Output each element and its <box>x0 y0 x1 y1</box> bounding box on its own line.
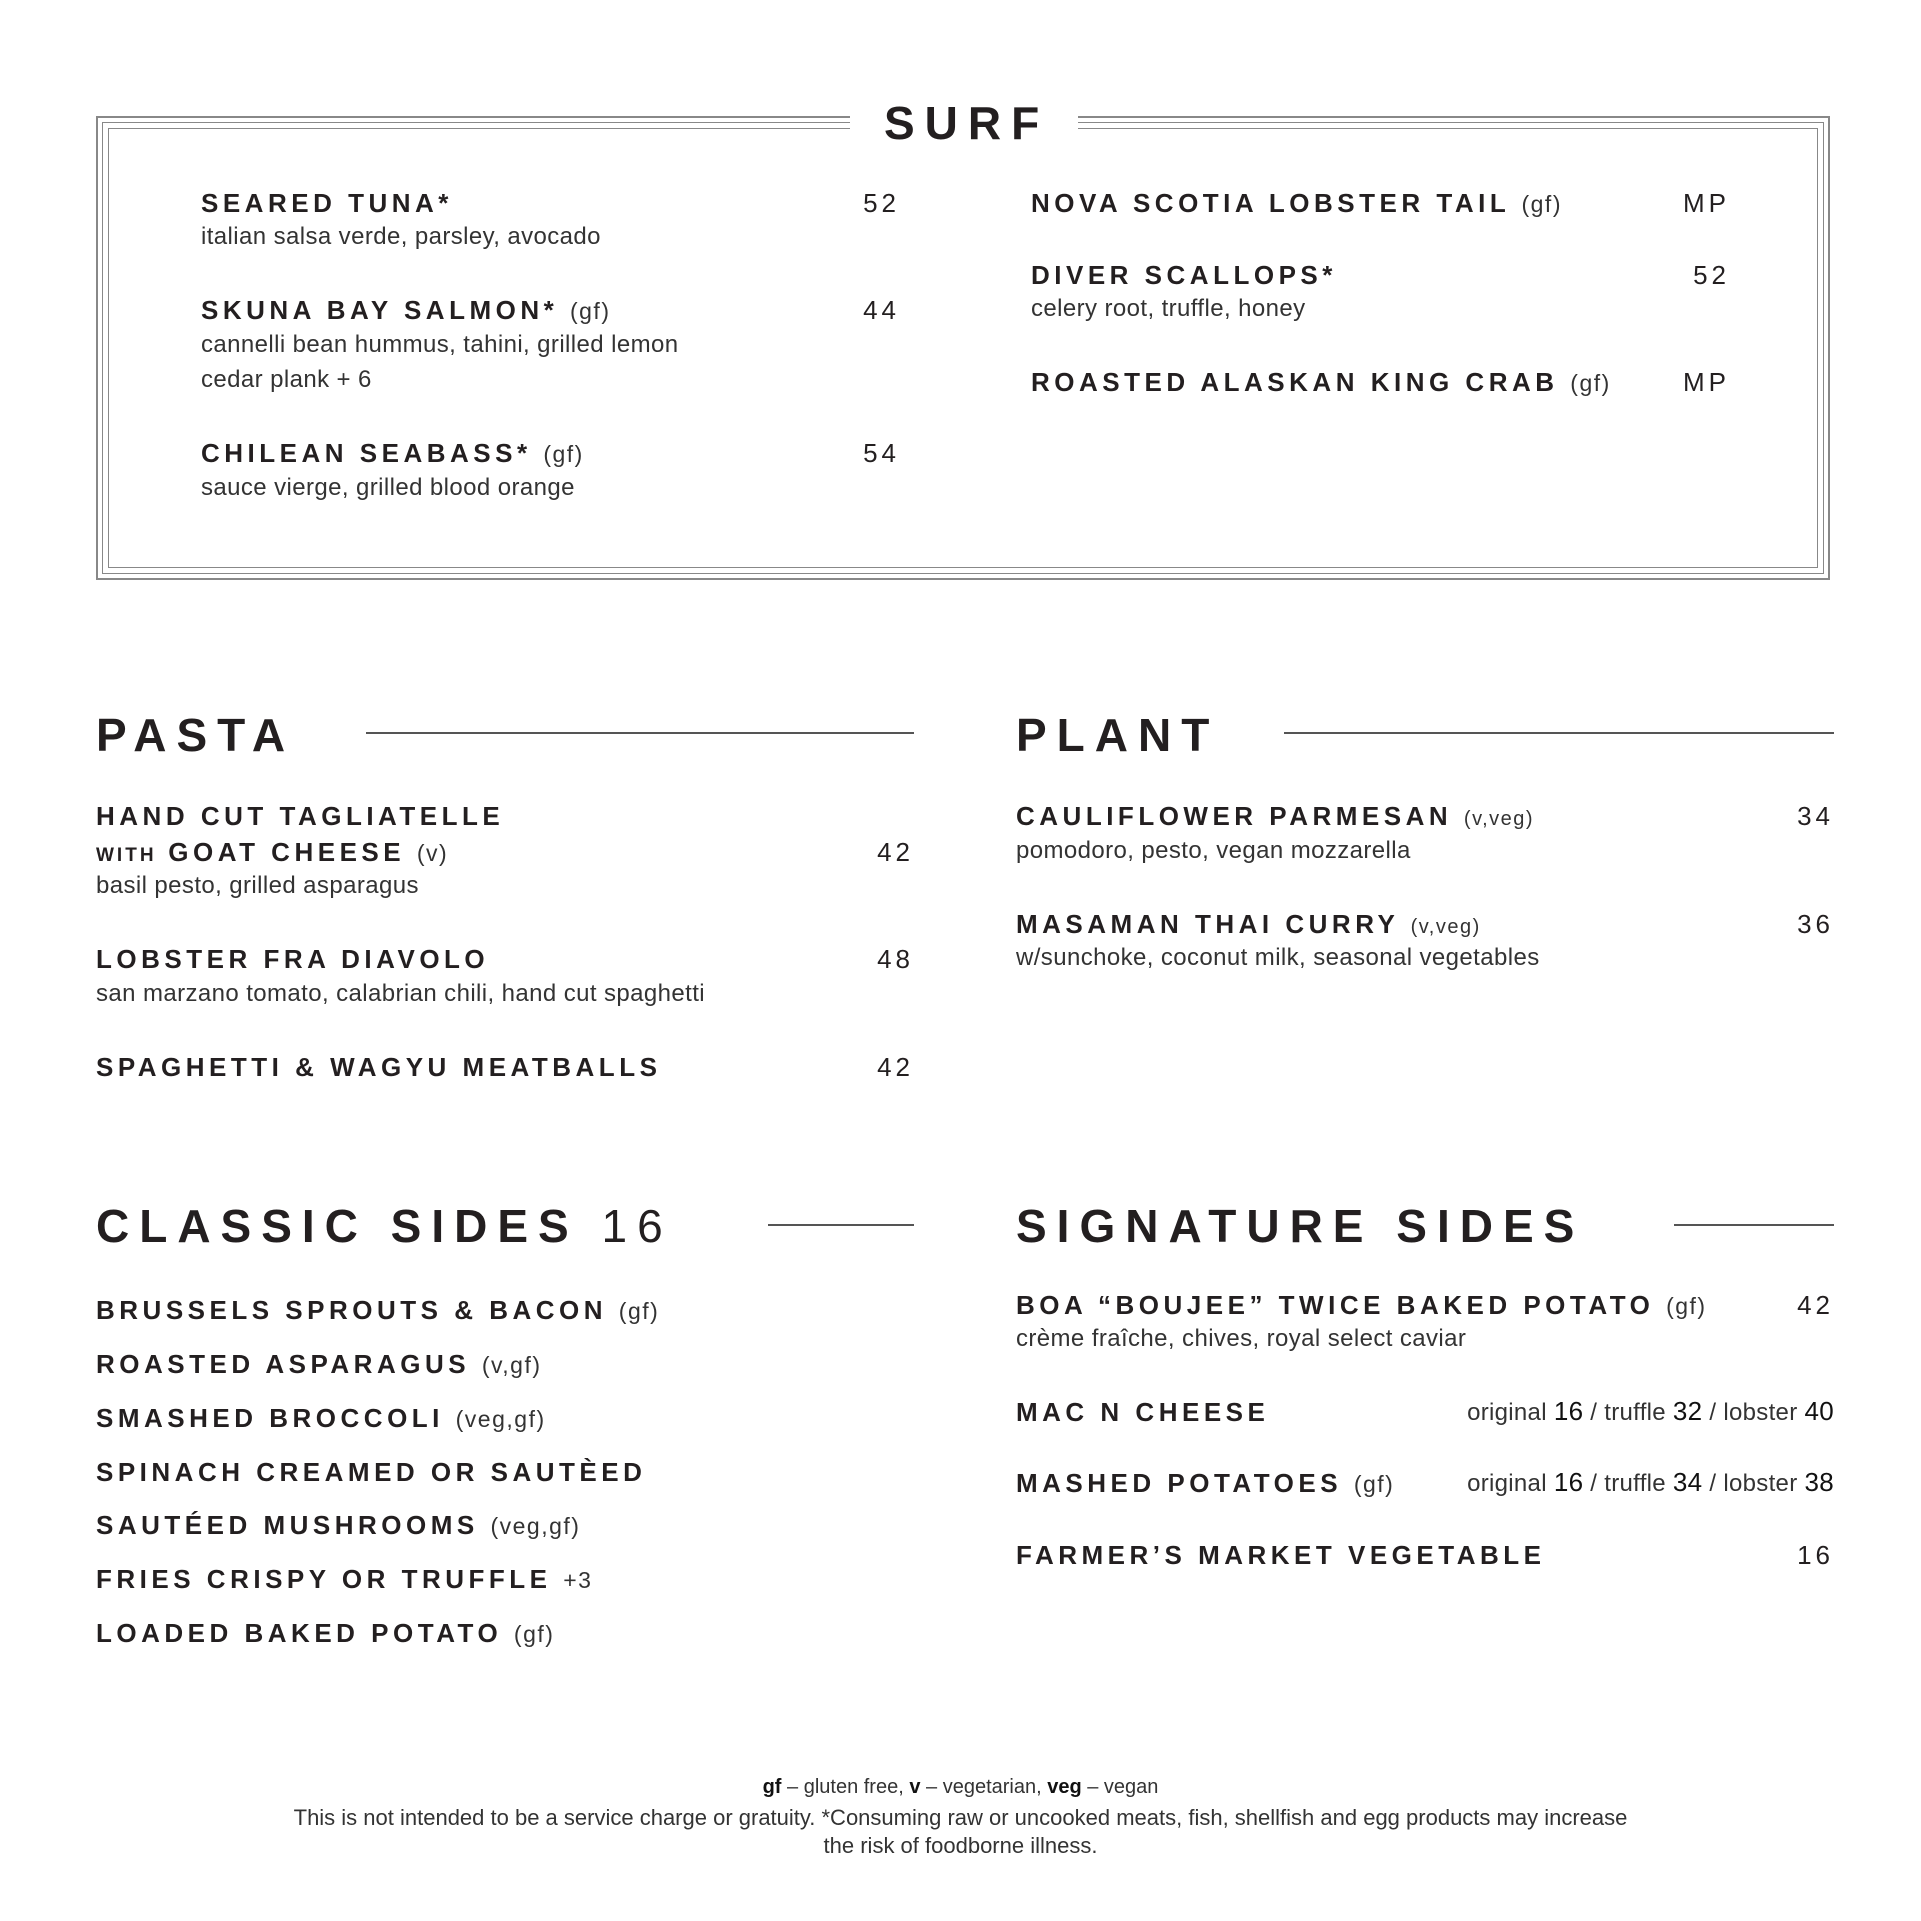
menu-item-name: LOBSTER FRA DIAVOLO <box>96 944 490 974</box>
pasta-title-rule <box>366 732 914 734</box>
menu-item-note: (gf) <box>1570 370 1611 396</box>
menu-item-note: (v,veg) <box>1463 808 1535 830</box>
menu-item-price: 52 <box>863 188 900 218</box>
surf-title: SURF <box>884 97 1050 149</box>
menu-item-note: (gf) <box>569 298 611 324</box>
pasta-title: PASTA <box>96 709 296 761</box>
menu-item-description: san marzano tomato, calabrian chili, hand cut spaghetti <box>96 980 706 1007</box>
menu-item-price: 42 <box>1797 1290 1834 1320</box>
classic-sides-rule <box>768 1224 914 1226</box>
menu-item-options: original 16 / truffle 34 / lobster 38 <box>1467 1467 1834 1497</box>
menu-item-name: SEARED TUNA* <box>201 188 453 218</box>
menu-item-name: DIVER SCALLOPS* <box>1031 260 1337 290</box>
menu-item-description: crème fraîche, chives, royal select caviar <box>1016 1325 1467 1352</box>
menu-item-price: 52 <box>1693 260 1730 290</box>
menu-item-description: sauce vierge, grilled blood orange <box>201 474 575 501</box>
side-item: FRIES CRISPY OR TRUFFLE +3 <box>96 1564 593 1594</box>
menu-item-name: MASHED POTATOES (gf) <box>1016 1468 1395 1498</box>
menu-item-note: (gf) <box>1353 1471 1395 1497</box>
menu-item-price: MP <box>1683 367 1730 397</box>
side-item: SAUTÉED MUSHROOMS (veg,gf) <box>96 1510 581 1540</box>
menu-item-price: 16 <box>1797 1540 1834 1570</box>
menu-item-price: 54 <box>863 438 900 468</box>
classic-sides-price: 16 <box>601 1200 673 1252</box>
side-item: BRUSSELS SPROUTS & BACON (gf) <box>96 1295 660 1325</box>
side-item: SPINACH CREAMED OR SAUTÈED <box>96 1457 647 1487</box>
menu-item-price: 42 <box>877 837 914 867</box>
menu-item-description: italian salsa verde, parsley, avocado <box>201 223 601 250</box>
menu-item-price: 36 <box>1797 909 1834 939</box>
signature-sides-title: SIGNATURE SIDES <box>1016 1200 1585 1252</box>
menu-item-name-line2: WITH GOAT CHEESE (v) <box>96 837 449 867</box>
classic-sides-title: CLASSIC SIDES 16 <box>96 1200 673 1252</box>
menu-item-price: 44 <box>863 295 900 325</box>
menu-item-note: (gf) <box>1521 191 1562 217</box>
menu-item-description: cannelli bean hummus, tahini, grilled lemon <box>201 331 679 358</box>
menu-item-options: original 16 / truffle 32 / lobster 40 <box>1467 1396 1834 1426</box>
menu-item-note: (gf) <box>1666 1293 1707 1319</box>
menu-item-name: NOVA SCOTIA LOBSTER TAIL (gf) <box>1031 188 1562 218</box>
menu-item-description: celery root, truffle, honey <box>1031 295 1306 322</box>
menu-item-name: CAULIFLOWER PARMESAN (v,veg) <box>1016 801 1535 831</box>
menu-item-addon: cedar plank + 6 <box>201 366 372 393</box>
menu-item-price: 34 <box>1797 801 1834 831</box>
menu-item-name: SPAGHETTI & WAGYU MEATBALLS <box>96 1052 662 1082</box>
menu-item-description: pomodoro, pesto, vegan mozzarella <box>1016 837 1411 864</box>
menu-item-name: FARMER’S MARKET VEGETABLE <box>1016 1540 1546 1570</box>
disclaimer-line-1: This is not intended to be a service charge or gratuity. *Consuming raw or uncooked meats, fish, shellfish and egg products may increase <box>293 1805 1628 1830</box>
menu-item-name: MAC N CHEESE <box>1016 1397 1270 1427</box>
plant-title-rule <box>1284 732 1834 734</box>
signature-sides-rule <box>1674 1224 1834 1226</box>
menu-item-price: 48 <box>877 944 914 974</box>
side-item: ROASTED ASPARAGUS (v,gf) <box>96 1349 542 1379</box>
disclaimer-line-2: the risk of foodborne illness. <box>823 1833 1098 1858</box>
menu-item-name: CHILEAN SEABASS* (gf) <box>201 438 584 468</box>
dietary-legend: gf – gluten free, v – vegetarian, veg – vegan <box>762 1776 1159 1798</box>
menu-item-price: 42 <box>877 1052 914 1082</box>
menu-item-note: (gf) <box>543 441 584 467</box>
menu-item-description: w/sunchoke, coconut milk, seasonal vegetables <box>1016 944 1540 971</box>
menu-item-note: (v) <box>416 840 449 866</box>
menu-item-name: ROASTED ALASKAN KING CRAB (gf) <box>1031 367 1611 397</box>
menu-item-note: (v,veg) <box>1410 916 1481 938</box>
side-item: LOADED BAKED POTATO (gf) <box>96 1618 555 1648</box>
menu-item-name: MASAMAN THAI CURRY (v,veg) <box>1016 909 1481 939</box>
side-item: SMASHED BROCCOLI (veg,gf) <box>96 1403 546 1433</box>
menu-item-price: MP <box>1683 188 1730 218</box>
menu-item-description: basil pesto, grilled asparagus <box>96 872 419 899</box>
menu-item-name: HAND CUT TAGLIATELLE <box>96 801 505 831</box>
menu-item-name: BOA “BOUJEE” TWICE BAKED POTATO (gf) <box>1016 1290 1707 1320</box>
plant-title: PLANT <box>1016 709 1220 761</box>
menu-item-name: SKUNA BAY SALMON* (gf) <box>201 295 611 325</box>
